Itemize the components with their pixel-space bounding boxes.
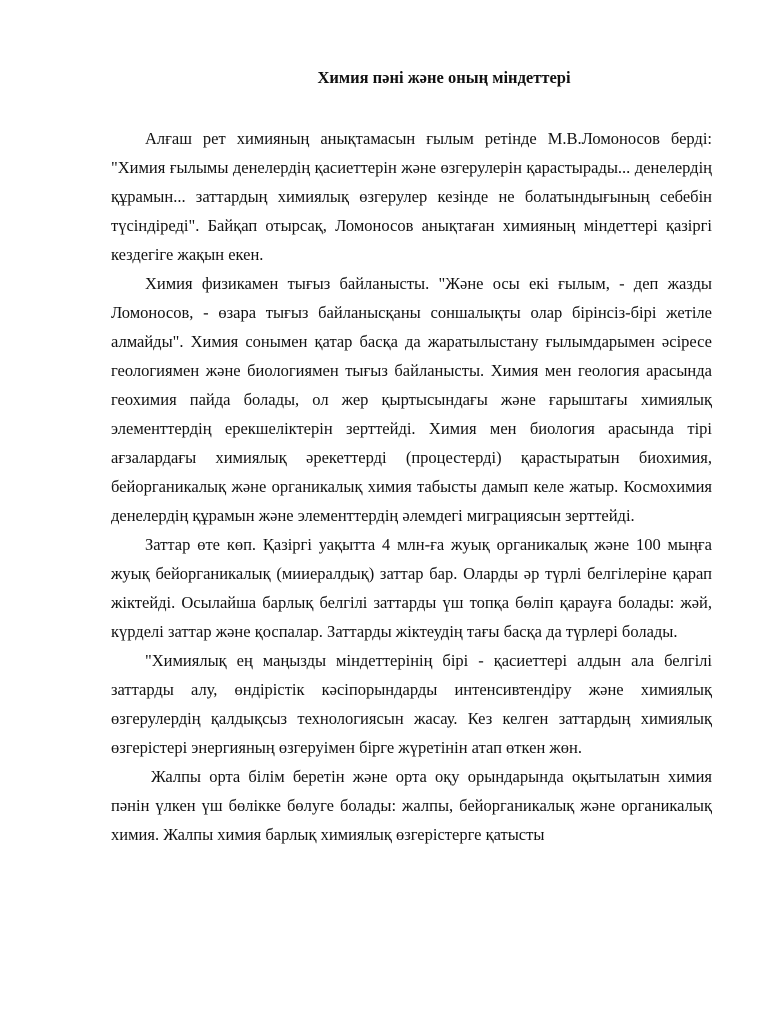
paragraph-lomonosov-definition: Алғаш рет химияның анықтамасын ғылым ретінде М.В.Ломоносов берді: "Химия ғылымы денелердің қасиеттерін және өзгерулерін қарастырады... денелердің құрамын... заттардың химиялық өзгерулер кезінде не болатындығының себебін түсіндіреді". Байқап отырсақ, Ломоносов анықтаған химияның міндеттері қазіргі кездегіге жақын екен. [111, 129, 712, 264]
page-title: Химия пәні және оның міндеттері [317, 68, 571, 87]
paragraph-school-chemistry: Жалпы орта білім беретін және орта оқу орындарында оқытылатын химия пәнін үлкен үш бөлікке бөлуге болады: жалпы, бейорганикалық және органикалық химия. Жалпы химия барлық химиялық өзгерістерге қатысты [111, 767, 712, 844]
document-body [111, 124, 712, 849]
paragraph-important-tasks: "Химиялық ең маңызды міндеттерінің бірі - қасиеттері алдын ала белгілі заттарды алу, өндірістік кәсіпорындарды интенсивтендіру және химиялық өзгерулердің қалдықсыз технологиясын жасау. Кез келген заттардың химиялық өзгерістері энергияның өзгеруімен бірге жүретінін атап өткен жөн. [111, 651, 712, 757]
paragraph-substances: Заттар өте көп. Қазіргі уақытта 4 млн-ға жуық органикалық және 100 мыңға жуық бейорганикалық (мииералдық) заттар бар. Оларды әр түрлі белгілеріне қарап жіктейді. Осылайша барлық белгілі заттарды үш топқа бөліп қарауға болады: жәй, күрделі заттар және қоспалар. Заттарды жіктеудің тағы басқа да түрлері болады. [111, 535, 712, 641]
paragraph-chemistry-and-physics: Химия физикамен тығыз байланысты. "Және осы екі ғылым, - деп жазды Ломоносов, - өзара тығыз байланысқаны соншалықты олар бірінсіз-бірі жетіле алмайды". Химия сонымен қатар басқа да жаратылыстану ғылымдарымен әсіресе геологиямен және биологиямен тығыз байланысты. Химия мен геология арасында геохимия пайда болады, ол жер қыртысындағы және ғарыштағы химиялық элементтердің ерекшеліктерін зерттейді. Химия мен биология арасында тірі ағзалардағы химиялық әрекеттерді (процестерді) қарастыратын биохимия, бейорганикалық және органикалық химия табысты дамып келе жатыр. Космохимия денелердің құрамын және элементтердің әлемдегі миграциясын зерттейді. [111, 274, 712, 525]
